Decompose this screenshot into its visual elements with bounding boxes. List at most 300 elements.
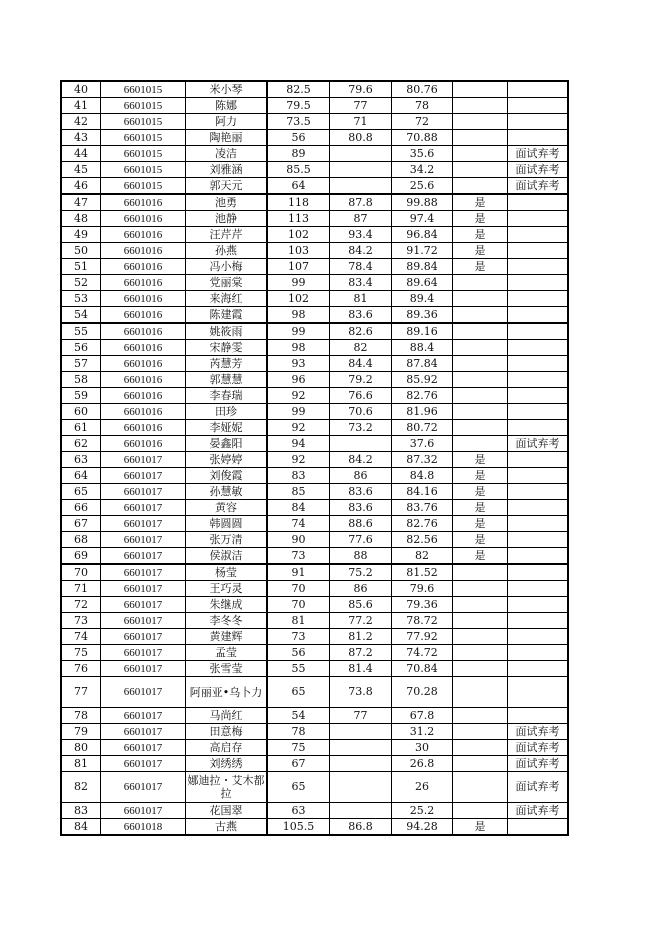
cell-name: 汪芹芹: [186, 227, 268, 243]
cell-name: 宋静雯: [186, 340, 268, 356]
cell-written-score: 85.5: [267, 162, 330, 178]
cell-position-code: 6601016: [101, 372, 186, 388]
table-row: [61, 740, 568, 756]
cell-note: [508, 452, 569, 468]
cell-seq: 60: [61, 404, 101, 420]
cell-written-score: 89: [267, 146, 330, 162]
cell-enter-exam: 是: [453, 516, 508, 532]
table-row: [61, 146, 568, 162]
cell-position-code: 6601015: [101, 114, 186, 130]
cell-enter-exam: [453, 114, 508, 130]
cell-interview-score: 70.6: [330, 404, 392, 420]
cell-interview-score: 77: [330, 98, 392, 114]
cell-note: [508, 420, 569, 436]
cell-position-code: 6601015: [101, 178, 186, 195]
cell-interview-score: 82.6: [330, 323, 392, 340]
cell-written-score: 73: [267, 629, 330, 645]
cell-note: [508, 581, 569, 597]
table-row: [61, 677, 568, 708]
cell-seq: 55: [61, 323, 101, 340]
cell-name: 陈建霞: [186, 307, 268, 324]
cell-written-score: 118: [267, 194, 330, 211]
cell-total-score: 74.72: [392, 645, 453, 661]
cell-note: [508, 388, 569, 404]
cell-name: 张万清: [186, 532, 268, 548]
cell-enter-exam: [453, 436, 508, 452]
cell-seq: 70: [61, 564, 101, 581]
score-table-body: [61, 81, 568, 835]
cell-name: 李春瑞: [186, 388, 268, 404]
table-row: [61, 98, 568, 114]
cell-enter-exam: [453, 677, 508, 708]
cell-written-score: 92: [267, 420, 330, 436]
cell-enter-exam: [453, 146, 508, 162]
cell-written-score: 103: [267, 243, 330, 259]
cell-name: 冯小梅: [186, 259, 268, 275]
cell-note: [508, 468, 569, 484]
cell-seq: 71: [61, 581, 101, 597]
cell-total-score: 84.16: [392, 484, 453, 500]
cell-seq: 61: [61, 420, 101, 436]
cell-name: 韩圆圆: [186, 516, 268, 532]
cell-position-code: 6601016: [101, 291, 186, 307]
cell-interview-score: 83.4: [330, 275, 392, 291]
cell-position-code: 6601016: [101, 340, 186, 356]
cell-total-score: 78.72: [392, 613, 453, 629]
table-row: [61, 661, 568, 677]
cell-total-score: 25.2: [392, 803, 453, 819]
cell-note: [508, 194, 569, 211]
cell-total-score: 70.88: [392, 130, 453, 146]
cell-note: [508, 243, 569, 259]
cell-position-code: 6601016: [101, 436, 186, 452]
cell-enter-exam: [453, 307, 508, 324]
cell-enter-exam: [453, 404, 508, 420]
cell-total-score: 34.2: [392, 162, 453, 178]
cell-interview-score: 86: [330, 468, 392, 484]
cell-total-score: 99.88: [392, 194, 453, 211]
cell-name: 党丽棠: [186, 275, 268, 291]
cell-seq: 77: [61, 677, 101, 708]
cell-written-score: 73: [267, 548, 330, 565]
cell-position-code: 6601017: [101, 548, 186, 565]
cell-note: [508, 372, 569, 388]
table-row: [61, 388, 568, 404]
table-row: [61, 645, 568, 661]
cell-seq: 68: [61, 532, 101, 548]
cell-interview-score: 88: [330, 548, 392, 565]
cell-position-code: 6601015: [101, 162, 186, 178]
cell-seq: 79: [61, 724, 101, 740]
cell-seq: 57: [61, 356, 101, 372]
table-row: [61, 259, 568, 275]
cell-note: [508, 340, 569, 356]
cell-seq: 74: [61, 629, 101, 645]
cell-written-score: 105.5: [267, 819, 330, 836]
cell-position-code: 6601017: [101, 452, 186, 468]
cell-written-score: 99: [267, 404, 330, 420]
cell-interview-score: [330, 146, 392, 162]
cell-enter-exam: 是: [453, 259, 508, 275]
cell-seq: 56: [61, 340, 101, 356]
cell-name: 李冬冬: [186, 613, 268, 629]
table-row: [61, 613, 568, 629]
cell-seq: 63: [61, 452, 101, 468]
cell-seq: 65: [61, 484, 101, 500]
cell-total-score: 26.8: [392, 756, 453, 772]
cell-position-code: 6601017: [101, 677, 186, 708]
cell-interview-score: 73.2: [330, 420, 392, 436]
table-row: [61, 708, 568, 724]
cell-name: 郭慧慧: [186, 372, 268, 388]
cell-position-code: 6601016: [101, 227, 186, 243]
cell-total-score: 82.76: [392, 388, 453, 404]
cell-seq: 41: [61, 98, 101, 114]
cell-position-code: 6601015: [101, 81, 186, 98]
cell-written-score: 83: [267, 468, 330, 484]
table-row: [61, 452, 568, 468]
table-row: [61, 420, 568, 436]
cell-seq: 54: [61, 307, 101, 324]
cell-total-score: 82.56: [392, 532, 453, 548]
cell-enter-exam: [453, 388, 508, 404]
cell-total-score: 91.72: [392, 243, 453, 259]
cell-interview-score: 79.6: [330, 81, 392, 98]
cell-position-code: 6601016: [101, 420, 186, 436]
cell-interview-score: 77: [330, 708, 392, 724]
cell-interview-score: 81.4: [330, 661, 392, 677]
table-row: [61, 484, 568, 500]
cell-note: 面试弃考: [508, 756, 569, 772]
table-row: [61, 307, 568, 324]
cell-interview-score: [330, 178, 392, 195]
cell-enter-exam: 是: [453, 532, 508, 548]
cell-name: 马尚红: [186, 708, 268, 724]
cell-position-code: 6601015: [101, 146, 186, 162]
cell-name: 田意梅: [186, 724, 268, 740]
cell-enter-exam: [453, 420, 508, 436]
cell-note: 面试弃考: [508, 803, 569, 819]
cell-enter-exam: [453, 581, 508, 597]
cell-total-score: 83.76: [392, 500, 453, 516]
cell-enter-exam: 是: [453, 484, 508, 500]
cell-written-score: 93: [267, 356, 330, 372]
cell-position-code: 6601017: [101, 629, 186, 645]
table-row: [61, 323, 568, 340]
cell-total-score: 97.4: [392, 211, 453, 227]
cell-written-score: 65: [267, 677, 330, 708]
cell-enter-exam: 是: [453, 500, 508, 516]
cell-interview-score: 71: [330, 114, 392, 130]
cell-enter-exam: [453, 275, 508, 291]
cell-seq: 73: [61, 613, 101, 629]
cell-position-code: 6601017: [101, 484, 186, 500]
cell-written-score: 56: [267, 130, 330, 146]
cell-name: 王巧灵: [186, 581, 268, 597]
cell-position-code: 6601018: [101, 819, 186, 836]
cell-seq: 64: [61, 468, 101, 484]
cell-interview-score: 93.4: [330, 227, 392, 243]
cell-written-score: 75: [267, 740, 330, 756]
cell-note: [508, 114, 569, 130]
cell-interview-score: 86: [330, 581, 392, 597]
cell-note: 面试弃考: [508, 146, 569, 162]
cell-total-score: 72: [392, 114, 453, 130]
cell-total-score: 87.84: [392, 356, 453, 372]
cell-note: [508, 708, 569, 724]
cell-interview-score: 80.8: [330, 130, 392, 146]
cell-enter-exam: [453, 291, 508, 307]
cell-name: 芮慧芳: [186, 356, 268, 372]
cell-note: [508, 291, 569, 307]
cell-interview-score: [330, 740, 392, 756]
cell-interview-score: [330, 772, 392, 803]
cell-interview-score: 77.2: [330, 613, 392, 629]
cell-seq: 78: [61, 708, 101, 724]
cell-note: [508, 564, 569, 581]
cell-seq: 42: [61, 114, 101, 130]
cell-name: 池静: [186, 211, 268, 227]
cell-total-score: 96.84: [392, 227, 453, 243]
cell-note: [508, 516, 569, 532]
cell-written-score: 78: [267, 724, 330, 740]
cell-position-code: 6601017: [101, 581, 186, 597]
cell-seq: 52: [61, 275, 101, 291]
cell-seq: 81: [61, 756, 101, 772]
cell-total-score: 89.16: [392, 323, 453, 340]
cell-seq: 75: [61, 645, 101, 661]
table-row: [61, 211, 568, 227]
cell-position-code: 6601016: [101, 259, 186, 275]
cell-interview-score: 79.2: [330, 372, 392, 388]
cell-enter-exam: [453, 340, 508, 356]
table-row: [61, 227, 568, 243]
cell-total-score: 79.6: [392, 581, 453, 597]
cell-position-code: 6601017: [101, 772, 186, 803]
cell-note: [508, 275, 569, 291]
cell-interview-score: 83.6: [330, 307, 392, 324]
cell-enter-exam: [453, 356, 508, 372]
cell-total-score: 80.72: [392, 420, 453, 436]
cell-seq: 82: [61, 772, 101, 803]
cell-total-score: 26: [392, 772, 453, 803]
cell-written-score: 73.5: [267, 114, 330, 130]
cell-name: 来海红: [186, 291, 268, 307]
cell-total-score: 85.92: [392, 372, 453, 388]
cell-position-code: 6601017: [101, 468, 186, 484]
cell-seq: 44: [61, 146, 101, 162]
cell-written-score: 56: [267, 645, 330, 661]
table-row: [61, 803, 568, 819]
cell-written-score: 63: [267, 803, 330, 819]
cell-seq: 40: [61, 81, 101, 98]
cell-position-code: 6601016: [101, 323, 186, 340]
cell-position-code: 6601016: [101, 388, 186, 404]
cell-total-score: 70.84: [392, 661, 453, 677]
table-row: [61, 404, 568, 420]
cell-total-score: 84.8: [392, 468, 453, 484]
cell-seq: 43: [61, 130, 101, 146]
cell-enter-exam: 是: [453, 194, 508, 211]
cell-interview-score: 77.6: [330, 532, 392, 548]
cell-enter-exam: [453, 323, 508, 340]
cell-interview-score: 73.8: [330, 677, 392, 708]
table-row: [61, 724, 568, 740]
cell-note: [508, 532, 569, 548]
cell-position-code: 6601017: [101, 740, 186, 756]
cell-total-score: 80.76: [392, 81, 453, 98]
table-row: [61, 581, 568, 597]
cell-name: 刘绣绣: [186, 756, 268, 772]
cell-interview-score: 83.6: [330, 484, 392, 500]
cell-name: 花国翠: [186, 803, 268, 819]
cell-position-code: 6601017: [101, 756, 186, 772]
cell-position-code: 6601016: [101, 356, 186, 372]
cell-total-score: 87.32: [392, 452, 453, 468]
cell-name: 娜迪拉・艾木都拉: [186, 772, 268, 803]
cell-name: 侯淑洁: [186, 548, 268, 565]
cell-written-score: 54: [267, 708, 330, 724]
cell-note: 面试弃考: [508, 772, 569, 803]
table-row: [61, 819, 568, 836]
cell-position-code: 6601015: [101, 98, 186, 114]
cell-seq: 80: [61, 740, 101, 756]
cell-note: [508, 259, 569, 275]
cell-written-score: 90: [267, 532, 330, 548]
cell-interview-score: 82: [330, 340, 392, 356]
cell-enter-exam: [453, 645, 508, 661]
cell-seq: 53: [61, 291, 101, 307]
cell-enter-exam: [453, 661, 508, 677]
cell-name: 晏鑫阳: [186, 436, 268, 452]
table-row: [61, 756, 568, 772]
cell-enter-exam: [453, 162, 508, 178]
table-row: [61, 548, 568, 565]
cell-interview-score: 81.2: [330, 629, 392, 645]
cell-name: 张雪莹: [186, 661, 268, 677]
cell-interview-score: 81: [330, 291, 392, 307]
cell-enter-exam: [453, 372, 508, 388]
table-row: [61, 500, 568, 516]
cell-enter-exam: [453, 564, 508, 581]
cell-note: [508, 629, 569, 645]
cell-position-code: 6601017: [101, 645, 186, 661]
cell-written-score: 79.5: [267, 98, 330, 114]
cell-seq: 46: [61, 178, 101, 195]
cell-written-score: 102: [267, 291, 330, 307]
table-row: [61, 772, 568, 803]
cell-written-score: 92: [267, 388, 330, 404]
cell-note: 面试弃考: [508, 162, 569, 178]
cell-interview-score: 76.6: [330, 388, 392, 404]
cell-name: 古燕: [186, 819, 268, 836]
cell-position-code: 6601015: [101, 130, 186, 146]
table-row: [61, 194, 568, 211]
cell-note: [508, 597, 569, 613]
cell-interview-score: [330, 756, 392, 772]
cell-note: [508, 645, 569, 661]
cell-name: 黄建辉: [186, 629, 268, 645]
cell-enter-exam: [453, 724, 508, 740]
cell-written-score: 74: [267, 516, 330, 532]
cell-seq: 69: [61, 548, 101, 565]
cell-position-code: 6601016: [101, 243, 186, 259]
cell-seq: 62: [61, 436, 101, 452]
cell-name: 陶艳丽: [186, 130, 268, 146]
cell-enter-exam: [453, 629, 508, 645]
table-row: [61, 243, 568, 259]
cell-note: [508, 661, 569, 677]
cell-name: 田珍: [186, 404, 268, 420]
cell-written-score: 67: [267, 756, 330, 772]
cell-seq: 59: [61, 388, 101, 404]
cell-seq: 76: [61, 661, 101, 677]
cell-seq: 58: [61, 372, 101, 388]
cell-interview-score: 84.2: [330, 452, 392, 468]
cell-name: 刘雅涵: [186, 162, 268, 178]
cell-enter-exam: [453, 178, 508, 195]
table-row: [61, 564, 568, 581]
cell-seq: 83: [61, 803, 101, 819]
cell-total-score: 35.6: [392, 146, 453, 162]
cell-name: 孙燕: [186, 243, 268, 259]
cell-total-score: 94.28: [392, 819, 453, 836]
cell-note: [508, 356, 569, 372]
cell-total-score: 31.2: [392, 724, 453, 740]
table-row: [61, 516, 568, 532]
cell-seq: 51: [61, 259, 101, 275]
cell-name: 高启存: [186, 740, 268, 756]
cell-interview-score: 84.2: [330, 243, 392, 259]
cell-interview-score: [330, 162, 392, 178]
cell-seq: 72: [61, 597, 101, 613]
cell-total-score: 89.36: [392, 307, 453, 324]
cell-enter-exam: [453, 803, 508, 819]
table-row: [61, 597, 568, 613]
cell-position-code: 6601016: [101, 404, 186, 420]
cell-written-score: 98: [267, 340, 330, 356]
cell-interview-score: 85.6: [330, 597, 392, 613]
cell-position-code: 6601017: [101, 532, 186, 548]
cell-enter-exam: 是: [453, 211, 508, 227]
cell-written-score: 113: [267, 211, 330, 227]
cell-seq: 66: [61, 500, 101, 516]
cell-written-score: 81: [267, 613, 330, 629]
cell-note: [508, 211, 569, 227]
cell-name: 孟莹: [186, 645, 268, 661]
cell-position-code: 6601016: [101, 275, 186, 291]
table-row: [61, 372, 568, 388]
cell-total-score: 82.76: [392, 516, 453, 532]
cell-total-score: 37.6: [392, 436, 453, 452]
table-row: [61, 291, 568, 307]
table-row: [61, 81, 568, 98]
cell-name: 刘俊霞: [186, 468, 268, 484]
cell-enter-exam: [453, 130, 508, 146]
cell-note: [508, 307, 569, 324]
cell-note: 面试弃考: [508, 724, 569, 740]
cell-interview-score: 87.8: [330, 194, 392, 211]
cell-seq: 45: [61, 162, 101, 178]
cell-enter-exam: 是: [453, 243, 508, 259]
cell-note: [508, 227, 569, 243]
cell-note: [508, 130, 569, 146]
cell-enter-exam: [453, 772, 508, 803]
cell-enter-exam: 是: [453, 227, 508, 243]
cell-total-score: 25.6: [392, 178, 453, 195]
cell-written-score: 107: [267, 259, 330, 275]
cell-position-code: 6601017: [101, 564, 186, 581]
